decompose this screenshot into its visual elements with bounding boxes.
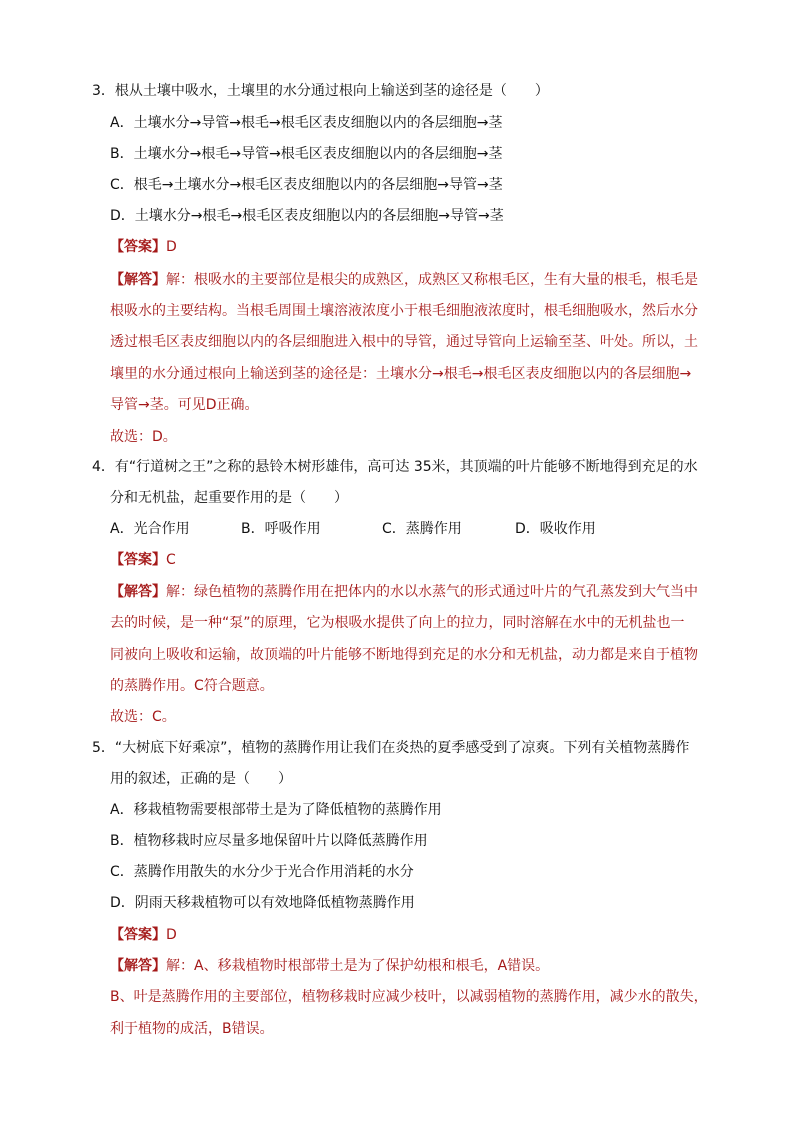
question-3-option-c: C．根毛→土壤水分→根毛区表皮细胞以内的各层细胞→导管→茎 bbox=[110, 177, 503, 193]
question-3-choice: 故选：D。 bbox=[110, 429, 177, 445]
question-5-option-b: B．植物移栽时应尽量多地保留叶片以降低蒸腾作用 bbox=[110, 833, 428, 849]
analysis-text: 解：A、移栽植物时根部带土是为了保护幼根和根毛，A错误。 bbox=[166, 958, 550, 974]
question-5-stem-line-1: 5．“大树底下好乘凉”，植物的蒸腾作用让我们在炎热的夏季感受到了凉爽。下列有关植物蒸腾作 bbox=[92, 740, 690, 756]
answer-label: 【答案】 bbox=[110, 239, 166, 255]
question-3-analysis-line-3: 透过根毛区表皮细胞以内的各层细胞进入根中的导管，通过导管向上运输至茎、叶处。所以，土 bbox=[110, 334, 698, 350]
question-4-stem-line-1: 4．有“行道树之王”之称的悬铃木树形雄伟，高可达 35米，其顶端的叶片能够不断地得到充足的水 bbox=[92, 459, 698, 475]
question-5-answer bbox=[110, 925, 177, 945]
question-4-analysis-line-1 bbox=[110, 582, 698, 602]
analysis-label: 【解答】 bbox=[110, 584, 166, 600]
answer-value: D bbox=[166, 927, 177, 943]
analysis-text: 解：根吸水的主要部位是根尖的成熟区，成熟区又称根毛区，生有大量的根毛，根毛是 bbox=[166, 272, 698, 288]
question-4-analysis-line-3: 同被向上吸收和运输，故顶端的叶片能够不断地得到充足的水分和无机盐，动力都是来自于植物 bbox=[110, 647, 698, 663]
question-4-choice: 故选：C。 bbox=[110, 709, 176, 725]
question-3-stem: 3．根从土壤中吸水，土壤里的水分通过根向上输送到茎的途径是（ ） bbox=[92, 83, 549, 99]
answer-value: D bbox=[166, 239, 177, 255]
question-4-option-a: A．光合作用 bbox=[110, 521, 190, 537]
question-5-stem-line-2: 用的叙述，正确的是（ ） bbox=[110, 771, 292, 787]
question-3-analysis-line-1 bbox=[110, 270, 698, 290]
question-4-stem-line-2: 分和无机盐，起重要作用的是（ ） bbox=[110, 490, 348, 506]
question-4-answer bbox=[110, 550, 176, 570]
question-3-option-a: A．土壤水分→导管→根毛→根毛区表皮细胞以内的各层细胞→茎 bbox=[110, 115, 503, 131]
question-3-analysis-line-2: 根吸水的主要结构。当根毛周围土壤溶液浓度小于根毛细胞液浓度时，根毛细胞吸水，然后水分 bbox=[110, 303, 698, 319]
question-3-analysis-line-4: 壤里的水分通过根向上输送到茎的途径是：土壤水分→根毛→根毛区表皮细胞以内的各层细胞→ bbox=[110, 366, 692, 382]
question-5-option-d: D．阴雨天移栽植物可以有效地降低植物蒸腾作用 bbox=[110, 895, 415, 911]
question-4-options bbox=[110, 519, 596, 539]
question-4-analysis-line-2: 去的时候，是一种“泵”的原理，它为根吸水提供了向上的拉力，同时溶解在水中的无机盐也一 bbox=[110, 615, 685, 631]
answer-label: 【答案】 bbox=[110, 927, 166, 943]
question-3-answer bbox=[110, 237, 177, 257]
answer-label: 【答案】 bbox=[110, 552, 166, 568]
question-5-analysis-line-3: 利于植物的成活，B错误。 bbox=[110, 1021, 274, 1037]
question-3-option-b: B．土壤水分→根毛→导管→根毛区表皮细胞以内的各层细胞→茎 bbox=[110, 146, 503, 162]
question-5-option-a: A．移栽植物需要根部带土是为了降低植物的蒸腾作用 bbox=[110, 802, 442, 818]
question-4-option-b: B．呼吸作用 bbox=[241, 521, 321, 537]
question-3-analysis-line-5: 导管→茎。可见D正确。 bbox=[110, 397, 259, 413]
analysis-text: 解：绿色植物的蒸腾作用在把体内的水以水蒸气的形式通过叶片的气孔蒸发到大气当中 bbox=[166, 584, 698, 600]
analysis-label: 【解答】 bbox=[110, 272, 166, 288]
question-5-analysis-line-1 bbox=[110, 956, 549, 976]
question-4-option-d: D．吸收作用 bbox=[515, 521, 596, 537]
answer-value: C bbox=[166, 552, 176, 568]
question-5-option-c: C．蒸腾作用散失的水分少于光合作用消耗的水分 bbox=[110, 864, 414, 880]
question-3-option-d: D．土壤水分→根毛→根毛区表皮细胞以内的各层细胞→导管→茎 bbox=[110, 208, 504, 224]
question-4-option-c: C．蒸腾作用 bbox=[382, 521, 462, 537]
question-4-analysis-line-4: 的蒸腾作用。C符合题意。 bbox=[110, 678, 274, 694]
question-5-analysis-line-2: B、叶是蒸腾作用的主要部位，植物移栽时应减少枝叶，以减弱植物的蒸腾作用，减少水的散失， bbox=[110, 989, 708, 1005]
analysis-label: 【解答】 bbox=[110, 958, 166, 974]
